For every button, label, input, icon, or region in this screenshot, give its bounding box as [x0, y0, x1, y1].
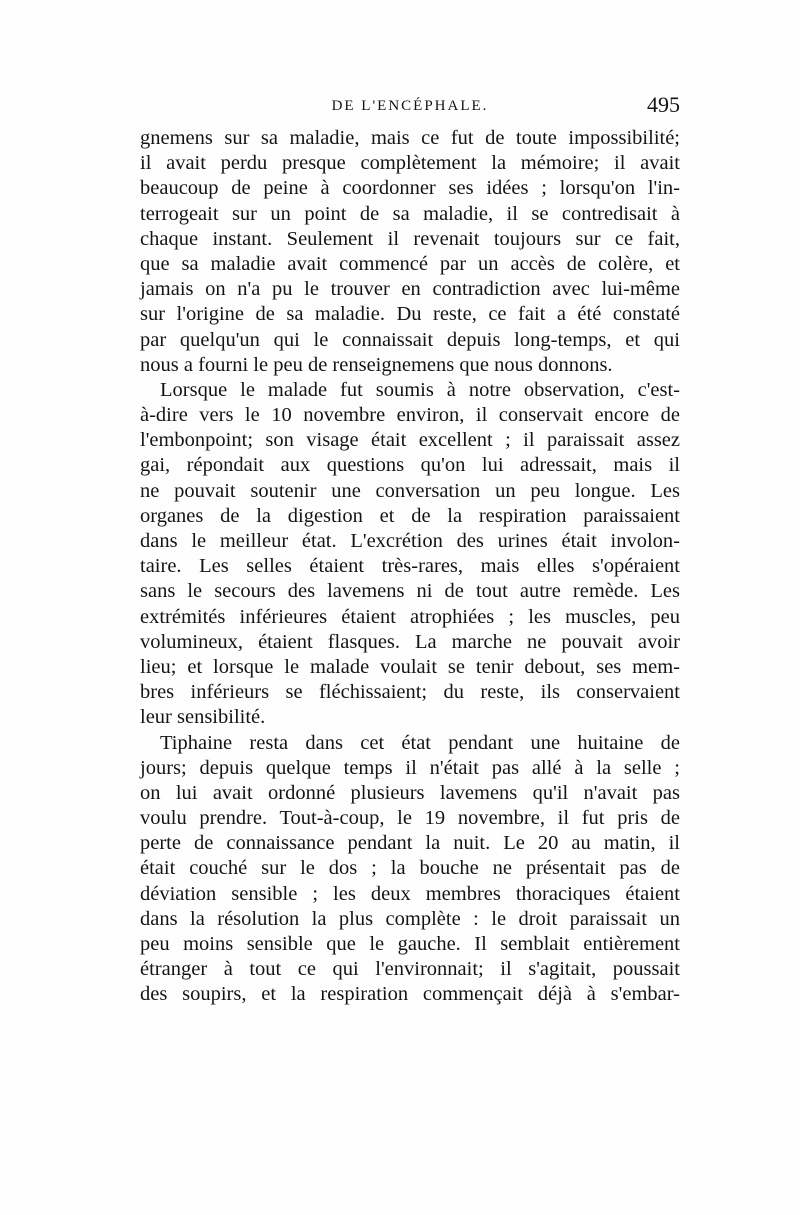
text-line: gnemens sur sa maladie, mais ce fut de toute impossibilité;	[140, 127, 680, 149]
text-line: perte de connaissance pendant la nuit. Le 20 au matin, il	[140, 832, 680, 855]
text-line: dans le meilleur état. L'excrétion des urines était involon-	[140, 530, 680, 552]
text-line: Lorsque le malade fut soumis à notre observation, c'est-	[160, 378, 680, 401]
text-line: que sa maladie avait commencé par un accès de colère, et	[140, 252, 680, 275]
text-line: organes de la digestion et de la respiration paraissaient	[140, 504, 680, 527]
text-line: ne pouvait soutenir une conversation un peu longue. Les	[140, 479, 680, 502]
text-line: Tiphaine resta dans cet état pendant une huitaine de	[160, 731, 680, 754]
text-line: sur l'origine de sa maladie. Du reste, ce fait a été constaté	[140, 303, 680, 326]
text-line: jamais on n'a pu le trouver en contradiction avec lui-même	[140, 278, 680, 301]
text-line: par quelqu'un qui le connaissait depuis long-temps, et qui	[140, 328, 680, 351]
text-line: on lui avait ordonné plusieurs lavemens qu'il n'avait pas	[140, 781, 680, 804]
text-line: nous a fourni le peu de renseignemens que nous donnons.	[140, 353, 613, 376]
text-line: leur sensibilité.	[140, 706, 266, 729]
text-line: taire. Les selles étaient très-rares, mais elles s'opéraient	[140, 555, 680, 578]
text-line: à-dire vers le 10 novembre environ, il conservait encore de	[140, 404, 680, 427]
text-line: bres inférieurs se fléchissaient; du reste, ils conservaient	[140, 681, 680, 704]
text-line: l'embonpoint; son visage était excellent ; il paraissait assez	[140, 429, 680, 452]
text-line: voulu prendre. Tout-à-coup, le 19 novembre, il fut pris de	[140, 807, 680, 830]
body-text	[140, 126, 680, 1008]
text-line: chaque instant. Seulement il revenait toujours sur ce fait,	[140, 227, 680, 250]
text-line: sans le secours des lavemens ni de tout autre remède. Les	[140, 580, 680, 603]
text-line: des soupirs, et la respiration commençait déjà à s'embar-	[140, 983, 680, 1006]
text-line: étranger à tout ce qui l'environnait; il s'agitait, poussait	[140, 958, 680, 981]
running-head	[140, 92, 680, 122]
text-line: il avait perdu presque complètement la mémoire; il avait	[140, 152, 680, 175]
text-line: lieu; et lorsque le malade voulait se tenir debout, ses mem-	[140, 655, 680, 678]
text-line: extrémités inférieures étaient atrophiées ; les muscles, peu	[140, 605, 680, 628]
text-line: volumineux, étaient flasques. La marche ne pouvait avoir	[140, 630, 680, 653]
text-line: beaucoup de peine à coordonner ses idées ; lorsqu'on l'in-	[140, 177, 680, 200]
text-line: gai, répondait aux questions qu'on lui adressait, mais il	[140, 454, 680, 477]
text-line: jours; depuis quelque temps il n'était pas allé à la selle ;	[140, 756, 680, 779]
text-line: était couché sur le dos ; la bouche ne présentait pas de	[140, 857, 680, 880]
text-line: dans la résolution la plus complète : le droit paraissait un	[140, 907, 680, 930]
text-line: terrogeait sur un point de sa maladie, il se contredisait à	[140, 202, 680, 225]
running-title: DE L'ENCÉPHALE.	[331, 98, 489, 114]
page-number: 495	[647, 92, 680, 117]
text-line: peu moins sensible que le gauche. Il semblait entièrement	[140, 933, 680, 955]
text-line: déviation sensible ; les deux membres thoraciques étaient	[140, 882, 680, 905]
